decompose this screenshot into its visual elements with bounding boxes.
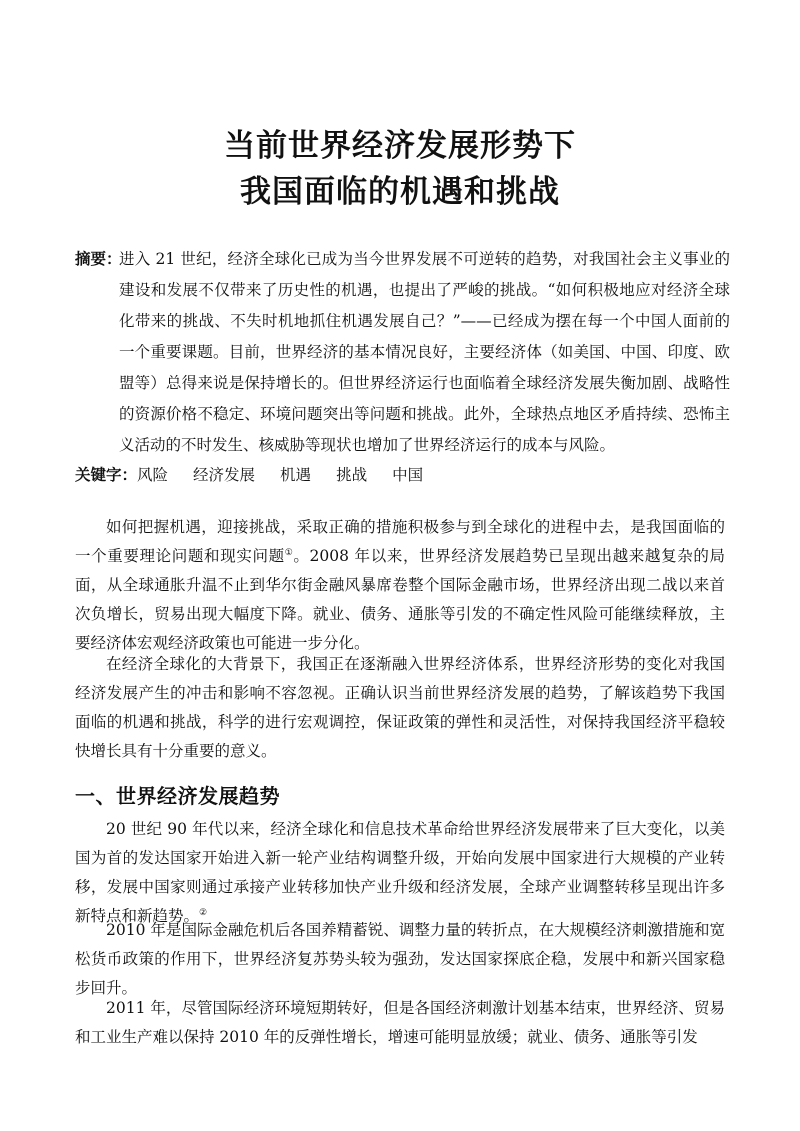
section-paragraph-2: 2010 年是国际金融危机后各国养精蓄锐、调整力量的转折点，在大规模经济刺激措施和宽松货币政策的作用下，世界经济复苏势头较为强劲，发达国家探底企稳，发展中和新兴国家稳步回升。	[75, 921, 725, 997]
keywords-label: 关键字：	[75, 466, 138, 484]
section-p1-text: 20 世纪 90 年代以来，经济全球化和信息技术革命给世界经济发展带来了巨大变化，以美国为首的发达国家开始进入新一轮产业结构调整升级，开始向发展中国家进行大规模的产业转移，发展中国家则通过承接产业转移加快产业升级和经济发展，全球产业调整转移呈现出许多新特点和新趋势。	[75, 820, 725, 925]
footnote-ref-1: ①	[284, 547, 294, 558]
keyword: 中国	[392, 466, 424, 484]
title-line-2: 我国面临的机遇和挑战	[240, 174, 560, 210]
section-paragraph-3: 2011 年，尽管国际经济环境短期转好，但是各国经济刺激计划基本结束，世界经济、贸易和工业生产难以保持 2010 年的反弹性增长，增速可能明显放缓；就业、债务、通胀等引发	[75, 999, 725, 1046]
footnote-ref-2: ②	[199, 907, 208, 918]
intro-paragraph-1	[75, 513, 725, 658]
keywords	[75, 460, 448, 491]
title-line-1: 当前世界经济发展形势下	[224, 128, 576, 164]
abstract	[75, 244, 730, 461]
keyword: 挑战	[336, 466, 368, 484]
intro-p1-text-a: 如何把握机遇，迎接挑战，采取正确的措施积极参与到全球化的进程中去，是我国面临的一个重要理论问题和现实问题	[75, 518, 725, 565]
abstract-text: 进入 21 世纪，经济全球化已成为当今世界发展不可逆转的趋势，对我国社会主义事业的建设和发展不仅带来了历史性的机遇，也提出了严峻的挑战。“如何积极地应对经济全球化带来的挑战、不失时机地抓住机遇发展自己？”——已经成为摆在每一个中国人面前的一个重要课题。目前，世界经济的基本情况良好，主要经济体（如美国、中国、印度、欧盟等）总得来说是保持增长的。但世界经济运行也面临着全球经济发展失衡加剧、战略性的资源价格不稳定、环境问题突出等问题和挑战。此外，全球热点地区矛盾持续、恐怖主义活动的不时发生、核威胁等现状也增加了世界经济运行的成本与风险。	[119, 250, 730, 454]
keyword: 风险	[137, 466, 169, 484]
keyword: 经济发展	[193, 466, 256, 484]
section-paragraph-1	[75, 815, 725, 931]
intro-p1-text-b: 。2008 年以来，世界经济发展趋势已呈现出越来越复杂的局面，从全球通胀升温不止到华尔街金融风暴席卷整个国际金融市场，世界经济出现二战以来首次负增长，贸易出现大幅度下降。就业、债务、通胀等引发的不确定性风险可能继续释放，主要经济体宏观经济政策也可能进一步分化。	[75, 547, 725, 652]
abstract-label: 摘要：	[75, 250, 122, 268]
section-heading: 一、世界经济发展趋势	[75, 784, 280, 808]
keyword: 机遇	[280, 466, 312, 484]
intro-paragraph-2: 在经济全球化的大背景下，我国正在逐渐融入世界经济体系，世界经济形势的变化对我国经济发展产生的冲击和影响不容忽视。正确认识当前世界经济发展的趋势，了解该趋势下我国面临的机遇和挑战，科学的进行宏观调控，保证政策的弹性和灵活性，对保持我国经济平稳较快增长具有十分重要的意义。	[75, 655, 725, 760]
